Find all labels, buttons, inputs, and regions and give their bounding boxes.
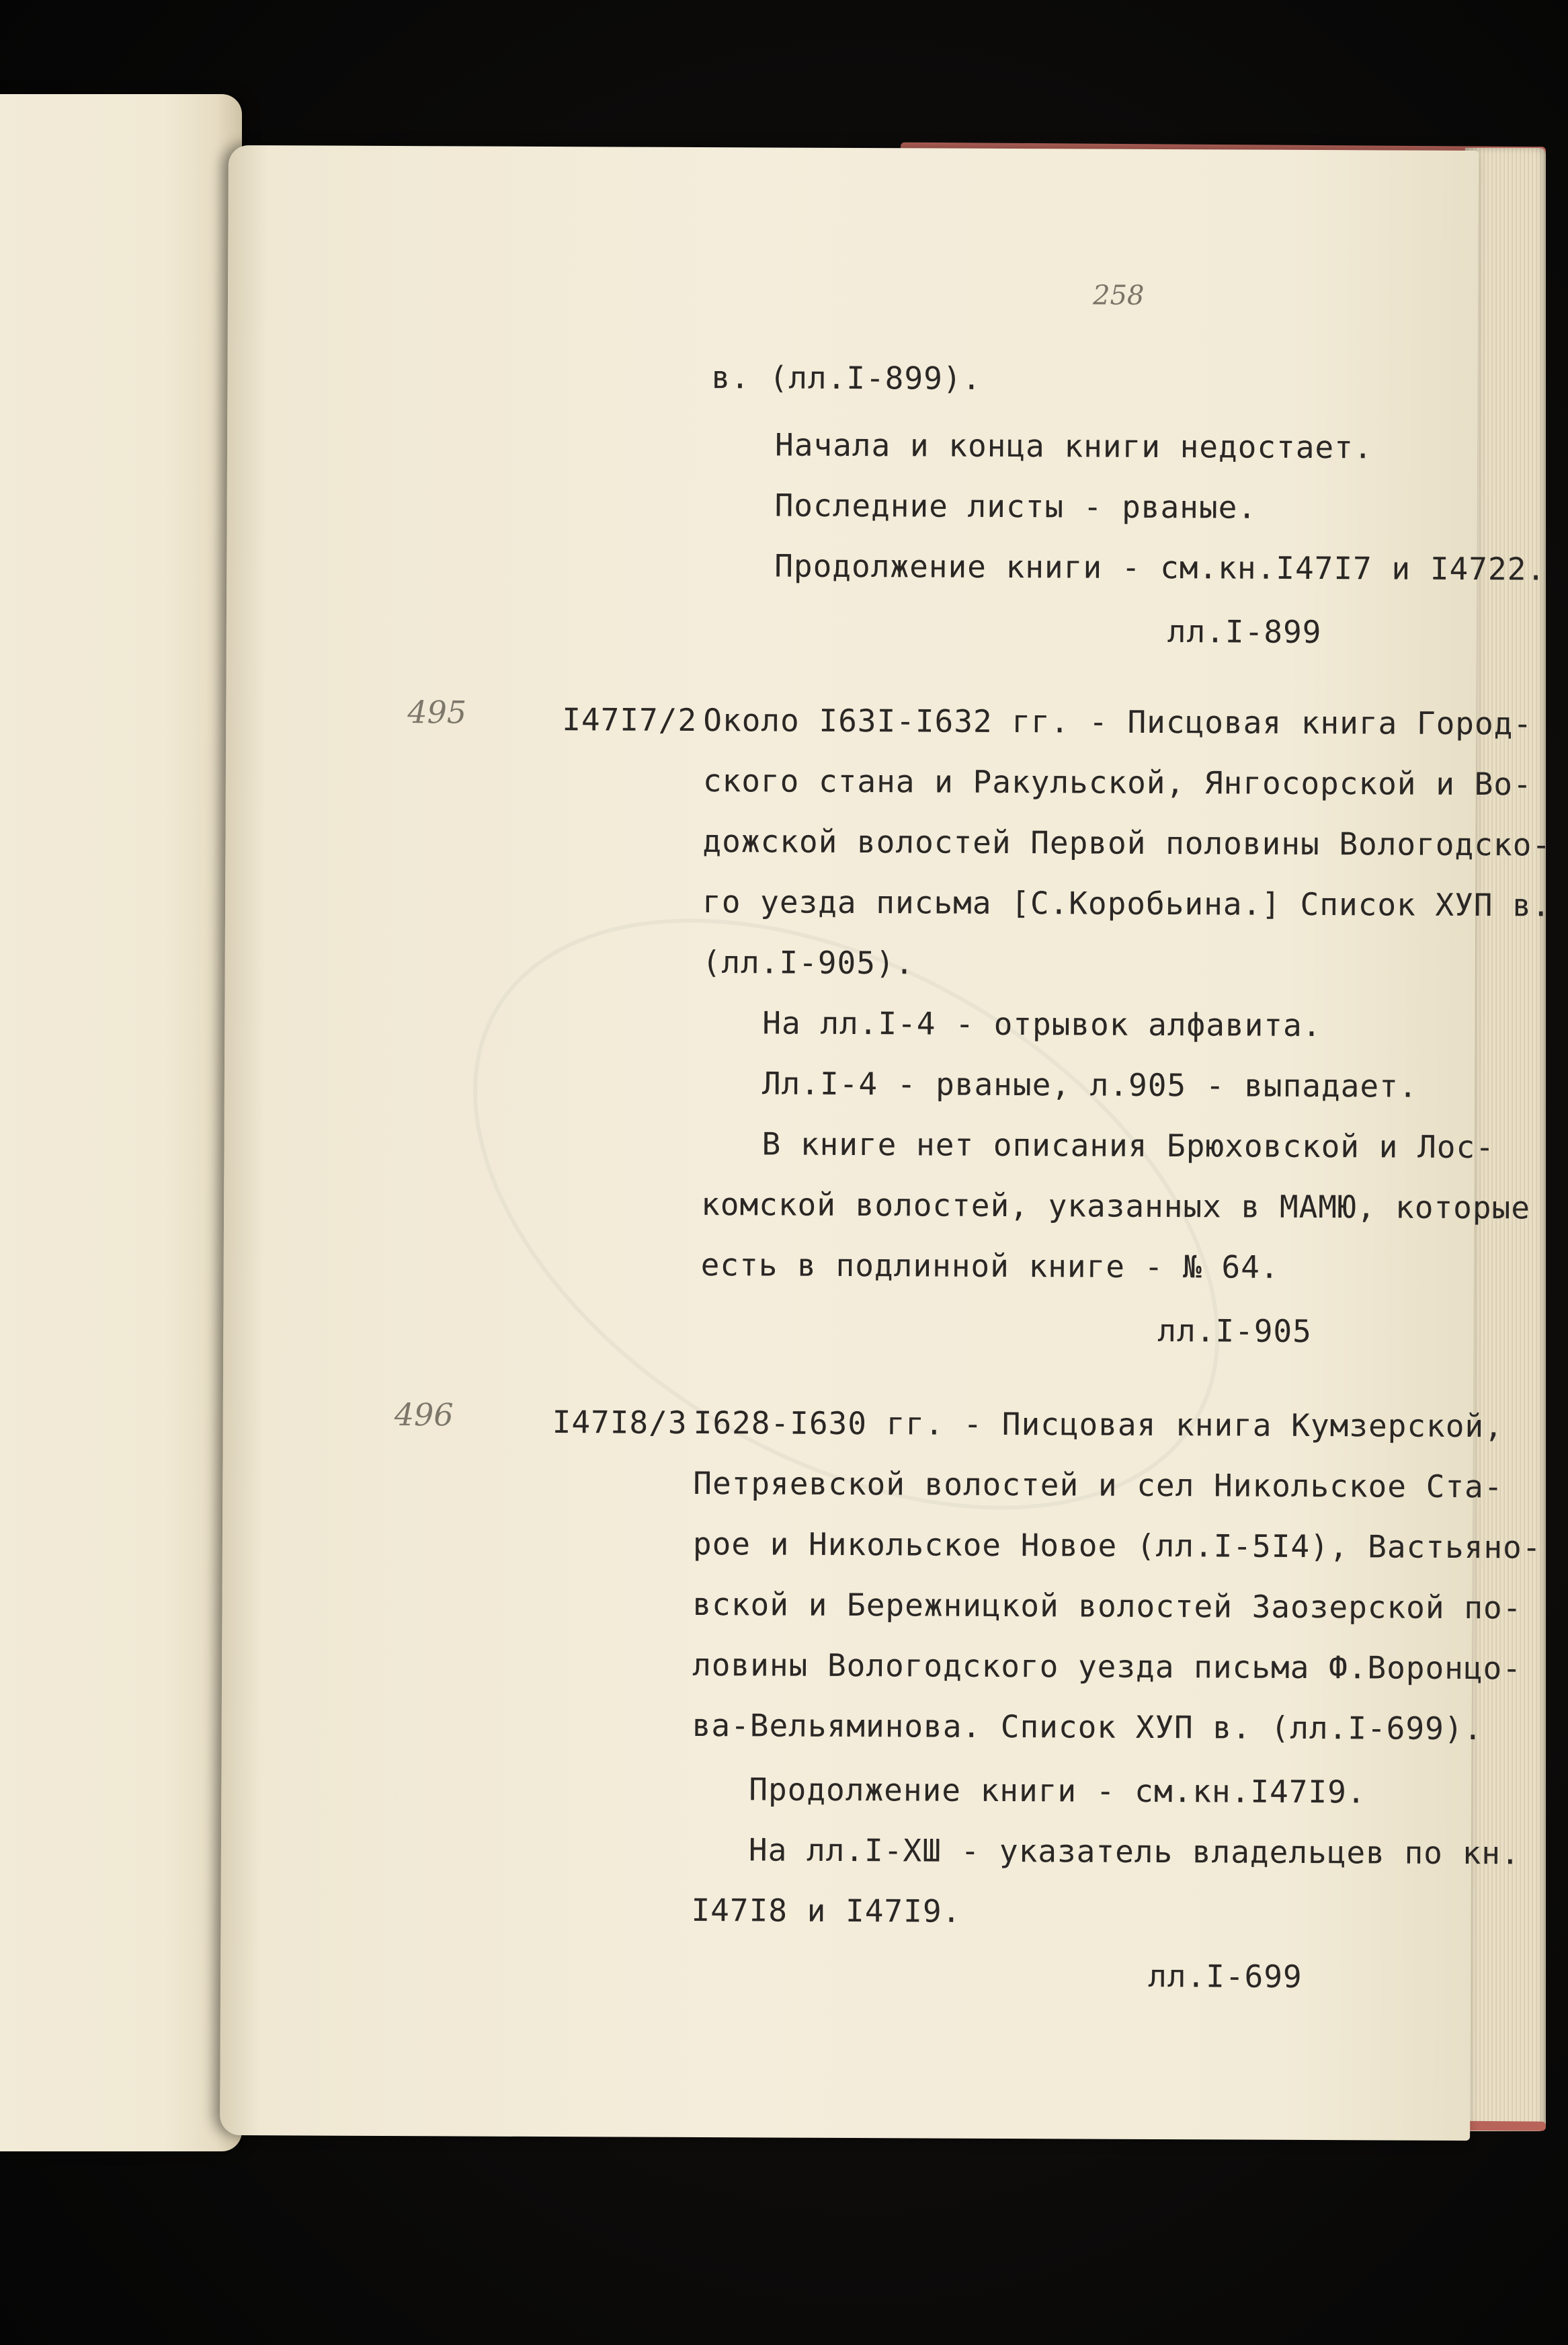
left-page	[0, 94, 242, 2151]
entry-line: На лл.I-4 - отрывок алфавита.	[762, 1004, 1322, 1044]
entry-line: есть в подлинной книге - № 64.	[700, 1246, 1280, 1285]
entry-line: рое и Никольское Новое (лл.I-5I4), Вастьяно-	[692, 1525, 1542, 1566]
continuation-line: Начала и конца книги недостает.	[774, 426, 1373, 466]
page-number: 258	[1092, 280, 1145, 311]
entry-number: 496	[394, 1396, 454, 1433]
folio-count: лл.I-905	[1157, 1312, 1313, 1349]
entry-line: ловины Вологодского уезда письма Ф.Воронцо-	[692, 1646, 1522, 1687]
archive-id: I47I7/2	[562, 701, 698, 738]
entry-line: I47I8 и I47I9.	[691, 1891, 962, 1930]
entry-line: Продолжение книги - см.кн.I47I9.	[749, 1771, 1366, 1811]
entry-line: Около I63I-I632 гг. - Писцовая книга Город-	[703, 702, 1533, 742]
folio-count: лл.I-899	[1167, 613, 1322, 651]
folio-count: лл.I-699	[1148, 1957, 1303, 1995]
archive-id: I47I8/3	[552, 1404, 688, 1441]
entry-line: го уезда письма [С.Коробьина.] Список XУП в.	[702, 883, 1551, 924]
entry-line: (лл.I-905).	[702, 944, 915, 982]
entry-line: комской волостей, указанных в МАМЮ, которые	[701, 1186, 1531, 1226]
entry-line: На лл.I-XШ - указатель владельцев по кн.	[748, 1831, 1520, 1872]
entry-line: Петряевской волостей и сел Никольское Ста-	[693, 1464, 1503, 1505]
entry-line: Лл.I-4 - рваные, л.905 - выпадает.	[761, 1065, 1418, 1105]
entry-line: дожской волостей Первой половины Вологодско-	[702, 823, 1552, 863]
entry-line: В книге нет описания Брюховской и Лос-	[761, 1125, 1495, 1166]
continuation-line: Последние листы - рваные.	[774, 487, 1257, 526]
entry-line: вской и Бережницкой волостей Заозерской по-	[692, 1585, 1522, 1626]
right-page	[220, 145, 1552, 2141]
entry-line: I628-I630 гг. - Писцовая книга Кумзерской,	[693, 1404, 1504, 1445]
continuation-line: Продолжение книги - см.кн.I47I7 и I4722.	[774, 547, 1546, 588]
entry-number: 495	[407, 694, 467, 731]
entry-line: ва-Вельяминова. Список XУП в. (лл.I-699).	[692, 1706, 1483, 1747]
entry-line: ского стана и Ракульской, Янгосорской и Во-	[702, 762, 1532, 803]
continuation-line: в. (лл.I-899).	[711, 359, 982, 397]
